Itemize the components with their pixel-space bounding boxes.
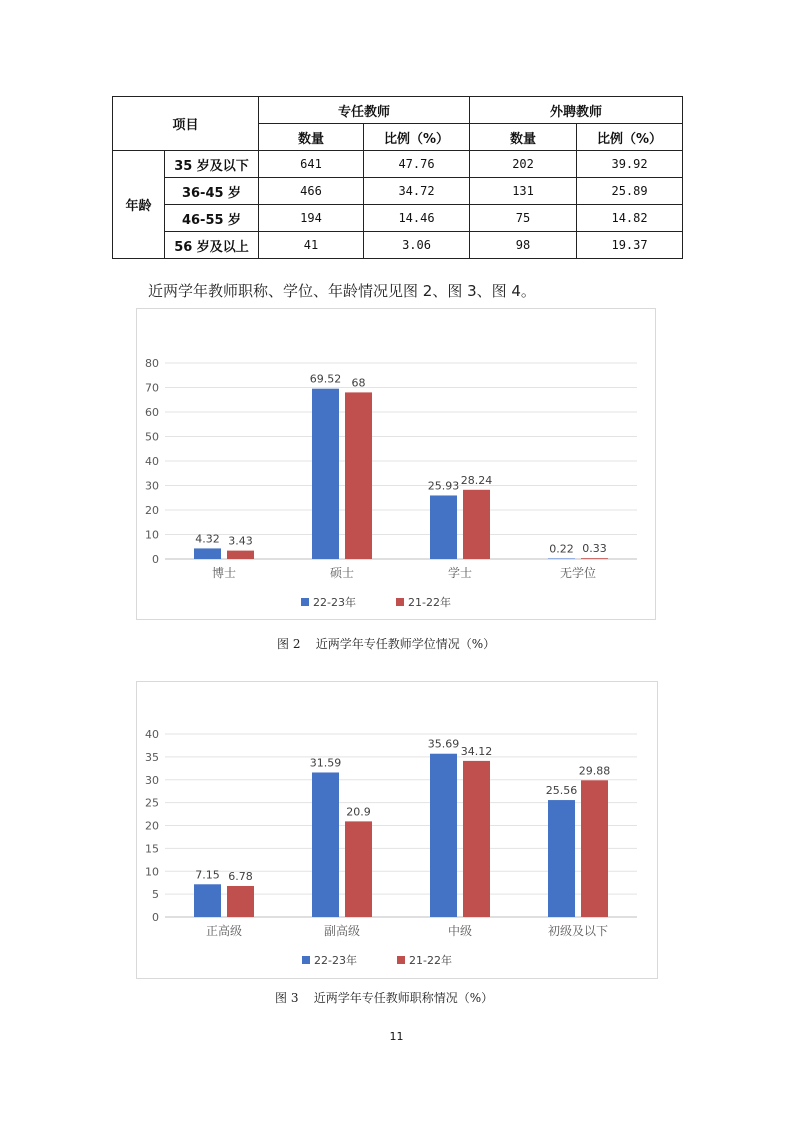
y-tick-label: 70: [145, 381, 159, 395]
intro-paragraph: 近两学年教师职称、学位、年龄情况见图 2、图 3、图 4。: [148, 282, 536, 300]
data-label: 68: [351, 376, 366, 390]
table-row: [113, 232, 683, 259]
bar: [548, 558, 575, 559]
figure-3-caption: 图 3 近两学年专任教师职称情况（%）: [275, 991, 494, 1005]
cell-count-external: 202: [470, 151, 577, 178]
y-tick-label: 5: [152, 888, 159, 902]
data-label: 3.43: [228, 534, 253, 548]
cell-ratio-fulltime: 34.72: [364, 178, 470, 205]
cell-count-external: 75: [470, 205, 577, 232]
y-tick-label: 0: [152, 553, 159, 566]
bar: [345, 821, 372, 917]
cell-count-fulltime: 41: [259, 232, 364, 259]
y-tick-label: 40: [145, 728, 159, 741]
cell-ratio-fulltime: 47.76: [364, 151, 470, 178]
row-label: 35 岁及以下: [165, 151, 259, 178]
bar: [312, 389, 339, 559]
header-ratio-2: 比例（%）: [577, 124, 683, 151]
legend-swatch: [397, 956, 405, 964]
header-count-2: 数量: [470, 124, 577, 151]
cell-count-external: 131: [470, 178, 577, 205]
data-label: 0.22: [549, 542, 574, 556]
header-count-1: 数量: [259, 124, 364, 151]
header-fulltime: 专任教师: [259, 97, 470, 124]
row-label: 46-55 岁: [165, 205, 259, 232]
data-label: 20.9: [346, 805, 371, 819]
cell-ratio-fulltime: 14.46: [364, 205, 470, 232]
bar: [463, 490, 490, 559]
bar: [581, 558, 608, 559]
bar: [194, 548, 221, 559]
data-label: 25.93: [427, 479, 460, 493]
x-tick-label: 无学位: [559, 566, 597, 580]
data-label: 35.69: [427, 737, 460, 751]
cell-ratio-external: 14.82: [577, 205, 683, 232]
age-table: [112, 96, 683, 259]
cell-ratio-external: 19.37: [577, 232, 683, 259]
y-tick-label: 0: [152, 911, 159, 924]
cell-count-fulltime: 466: [259, 178, 364, 205]
title-rank-chart: [136, 681, 658, 979]
header-ratio-1: 比例（%）: [364, 124, 470, 151]
y-tick-label: 25: [145, 796, 159, 810]
cell-count-external: 98: [470, 232, 577, 259]
table-row: [113, 205, 683, 232]
data-label: 28.24: [460, 473, 493, 487]
legend-label: 22-23年: [314, 954, 357, 967]
header-external: 外聘教师: [470, 97, 683, 124]
x-tick-label: 正高级: [205, 924, 243, 938]
y-tick-label: 80: [145, 357, 159, 370]
data-label: 0.33: [582, 542, 607, 556]
category-age: 年龄: [113, 151, 165, 259]
legend-swatch: [396, 598, 404, 606]
row-label: 36-45 岁: [165, 178, 259, 205]
y-tick-label: 20: [145, 819, 159, 833]
row-label: 56 岁及以上: [165, 232, 259, 259]
table-row: [113, 178, 683, 205]
data-label: 69.52: [309, 372, 342, 386]
legend-swatch: [301, 598, 309, 606]
data-label: 34.12: [460, 744, 493, 758]
cell-count-fulltime: 194: [259, 205, 364, 232]
bar: [548, 800, 575, 917]
y-tick-label: 40: [145, 455, 159, 468]
page-number: 11: [389, 1030, 404, 1043]
bar: [581, 780, 608, 917]
x-tick-label: 硕士: [329, 566, 355, 580]
bar: [463, 761, 490, 917]
x-tick-label: 中级: [447, 924, 473, 938]
legend-label: 21-22年: [408, 596, 451, 609]
data-label: 25.56: [545, 784, 578, 798]
bar: [430, 754, 457, 917]
bar: [227, 886, 254, 917]
y-tick-label: 30: [145, 479, 159, 493]
y-tick-label: 30: [145, 773, 159, 787]
data-label: 31.59: [309, 756, 342, 770]
data-label: 29.88: [578, 764, 611, 778]
y-tick-label: 15: [145, 842, 159, 856]
legend-label: 22-23年: [313, 596, 356, 609]
bar: [345, 392, 372, 559]
table-row: [113, 151, 683, 178]
cell-ratio-external: 39.92: [577, 151, 683, 178]
data-label: 7.15: [195, 868, 220, 882]
cell-ratio-fulltime: 3.06: [364, 232, 470, 259]
header-item: 项目: [113, 97, 259, 151]
bar: [312, 772, 339, 917]
legend-label: 21-22年: [409, 954, 452, 967]
x-tick-label: 学士: [447, 566, 473, 580]
bar: [227, 551, 254, 559]
y-tick-label: 35: [145, 750, 159, 764]
y-tick-label: 20: [145, 504, 159, 517]
x-tick-label: 博士: [211, 566, 237, 580]
cell-count-fulltime: 641: [259, 151, 364, 178]
cell-ratio-external: 25.89: [577, 178, 683, 205]
bar: [194, 884, 221, 917]
x-tick-label: 副高级: [323, 924, 361, 938]
x-tick-label: 初级及以下: [547, 924, 609, 938]
degree-chart: [136, 308, 656, 620]
y-tick-label: 50: [145, 430, 159, 444]
y-tick-label: 10: [145, 528, 159, 542]
y-tick-label: 10: [145, 865, 159, 879]
data-label: 4.32: [195, 532, 220, 546]
bar: [430, 495, 457, 559]
data-label: 6.78: [228, 869, 253, 883]
figure-2-caption: 图 2 近两学年专任教师学位情况（%）: [277, 637, 496, 651]
y-tick-label: 60: [145, 406, 159, 419]
legend-swatch: [302, 956, 310, 964]
